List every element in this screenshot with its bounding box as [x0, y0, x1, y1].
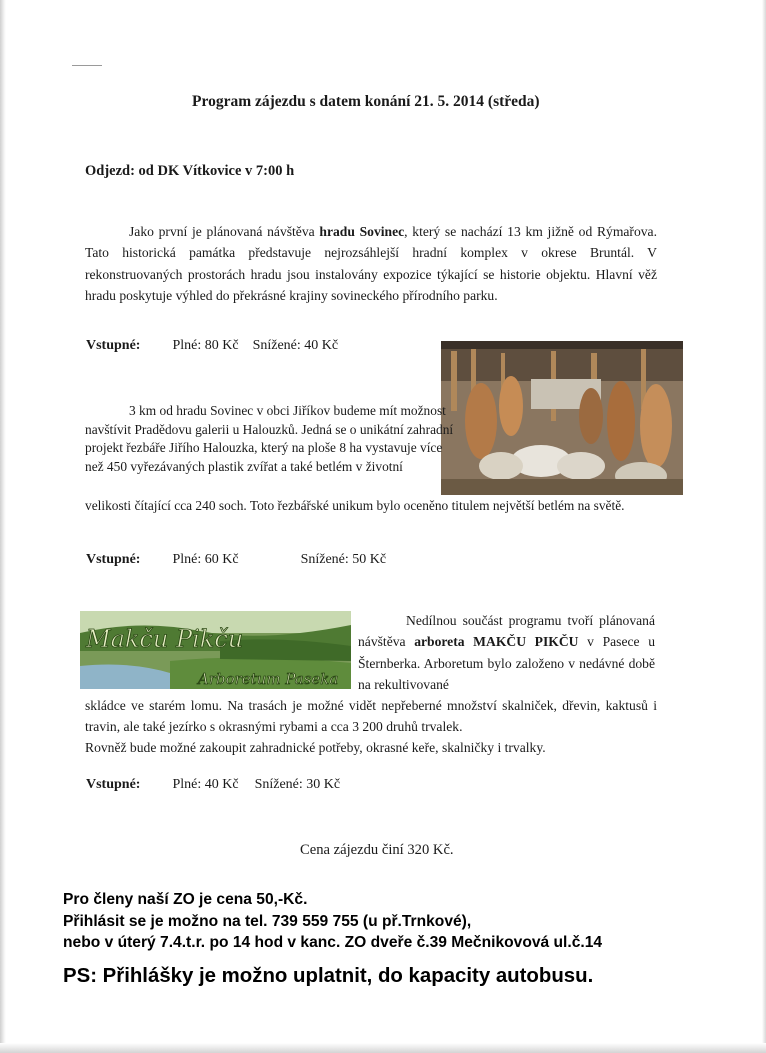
scan-left-edge — [0, 0, 6, 1053]
logo-subtitle-text: Arboretum Paseka — [198, 670, 339, 688]
logo-title-text: Makču Pikču — [86, 625, 244, 653]
arboretum-photo — [80, 611, 351, 689]
admission-label: Vstupné: — [86, 338, 141, 353]
gallery-paragraph — [85, 402, 458, 476]
member-info — [63, 889, 602, 954]
postscript-note: PS: Přihlášky je možno uplatnit, do kapacity autobusu. — [63, 965, 594, 987]
admission-sovinec — [86, 338, 338, 354]
admission-arboretum — [86, 777, 340, 793]
admission-label: Vstupné: — [86, 777, 141, 792]
admission-label: Vstupné: — [86, 552, 141, 567]
gallery-text-a: 3 km od hradu Sovinec v obci Jiříkov budeme mít možnost navštívit Pradědovu galerii u Halouzků. Jedná se o unikátní zahradní projekt řezbáře Jiřího Halouzka, který na ploše 8 ha vystavuje více než 450 vyřezávaných plastik zvířat a také betlém v životní — [85, 403, 454, 474]
registration-phone-line: Přihlásit se je možno na tel. 739 559 755 (u př.Trnkové), — [63, 912, 472, 930]
arboretum-paragraph-cont: skládce ve starém lomu. Na trasách je možné vidět nepřeberné množství skalniček, dřevin, kaktusů i travin, ale také jezírko s okrasnými rybami a cca 3 200 druhů trvalek. — [85, 698, 657, 735]
departure-line: Odjezd: od DK Vítkovice v 7:00 h — [85, 163, 295, 179]
admission-full: Plné: 60 Kč — [172, 552, 239, 567]
arboretum-logo — [80, 611, 351, 689]
scan-right-edge — [762, 0, 766, 1053]
wood-carving-photo — [441, 341, 683, 495]
admission-reduced: Snížené: 40 Kč — [252, 338, 339, 353]
gallery-paragraph-cont: velikosti čítající cca 240 soch. Toto řezbářské unikum bylo oceněno titulem největší betlém na světě. — [85, 498, 625, 513]
arboretum-highlight: arboreta MAKČU PIKČU — [414, 634, 579, 650]
trip-price: Cena zájezdu činí 320 Kč. — [300, 842, 454, 858]
arboretum-shop-note: Rovněž bude možné zakoupit zahradnické potřeby, okrasné keře, skalničky i trvalky. — [85, 740, 546, 755]
admission-reduced: Snížené: 30 Kč — [254, 777, 341, 792]
admission-reduced: Snížené: 50 Kč — [300, 552, 387, 567]
scan-bottom-edge — [0, 1043, 766, 1053]
sovinec-text-rest: , který se nachází 13 km jižně od Rýmařova. Tato historická památka představuje nejrozsáhlejší hradní komplex v okrese Bruntál. V rekonstruovaných prostorách hradu jsou instalovány expozice týkající se historie objektu. Hlavní věž hradu poskytuje výhled do překrásné krajiny sovineckého přírodního parku. — [85, 224, 657, 304]
arboretum-text-rest: v Pasece u Šternberka. Arboretum bylo založeno v nedávné době na rekultivované — [358, 634, 655, 693]
sovinec-text-intro: Jako první je plánovaná návštěva — [129, 224, 320, 239]
wood-carving-image — [441, 341, 683, 495]
admission-gallery — [86, 552, 386, 568]
arboretum-paragraph — [358, 610, 655, 696]
page-title: Program zájezdu s datem konání 21. 5. 2014 (středa) — [192, 93, 540, 110]
sovinec-highlight: hradu Sovinec — [319, 224, 405, 239]
arboretum-text-intro: Nedílnou součást programu tvoří plánovaná návštěva — [358, 613, 655, 650]
sovinec-paragraph — [85, 221, 657, 307]
scan-mark — [72, 65, 102, 66]
admission-full: Plné: 80 Kč — [172, 338, 239, 353]
registration-office-line: nebo v úterý 7.4.t.r. po 14 hod v kanc. ZO dveře č.39 Mečnikovová ul.č.14 — [63, 934, 603, 952]
member-price-line: Pro členy naší ZO je cena 50,-Kč. — [63, 891, 308, 908]
admission-full: Plné: 40 Kč — [172, 777, 239, 792]
